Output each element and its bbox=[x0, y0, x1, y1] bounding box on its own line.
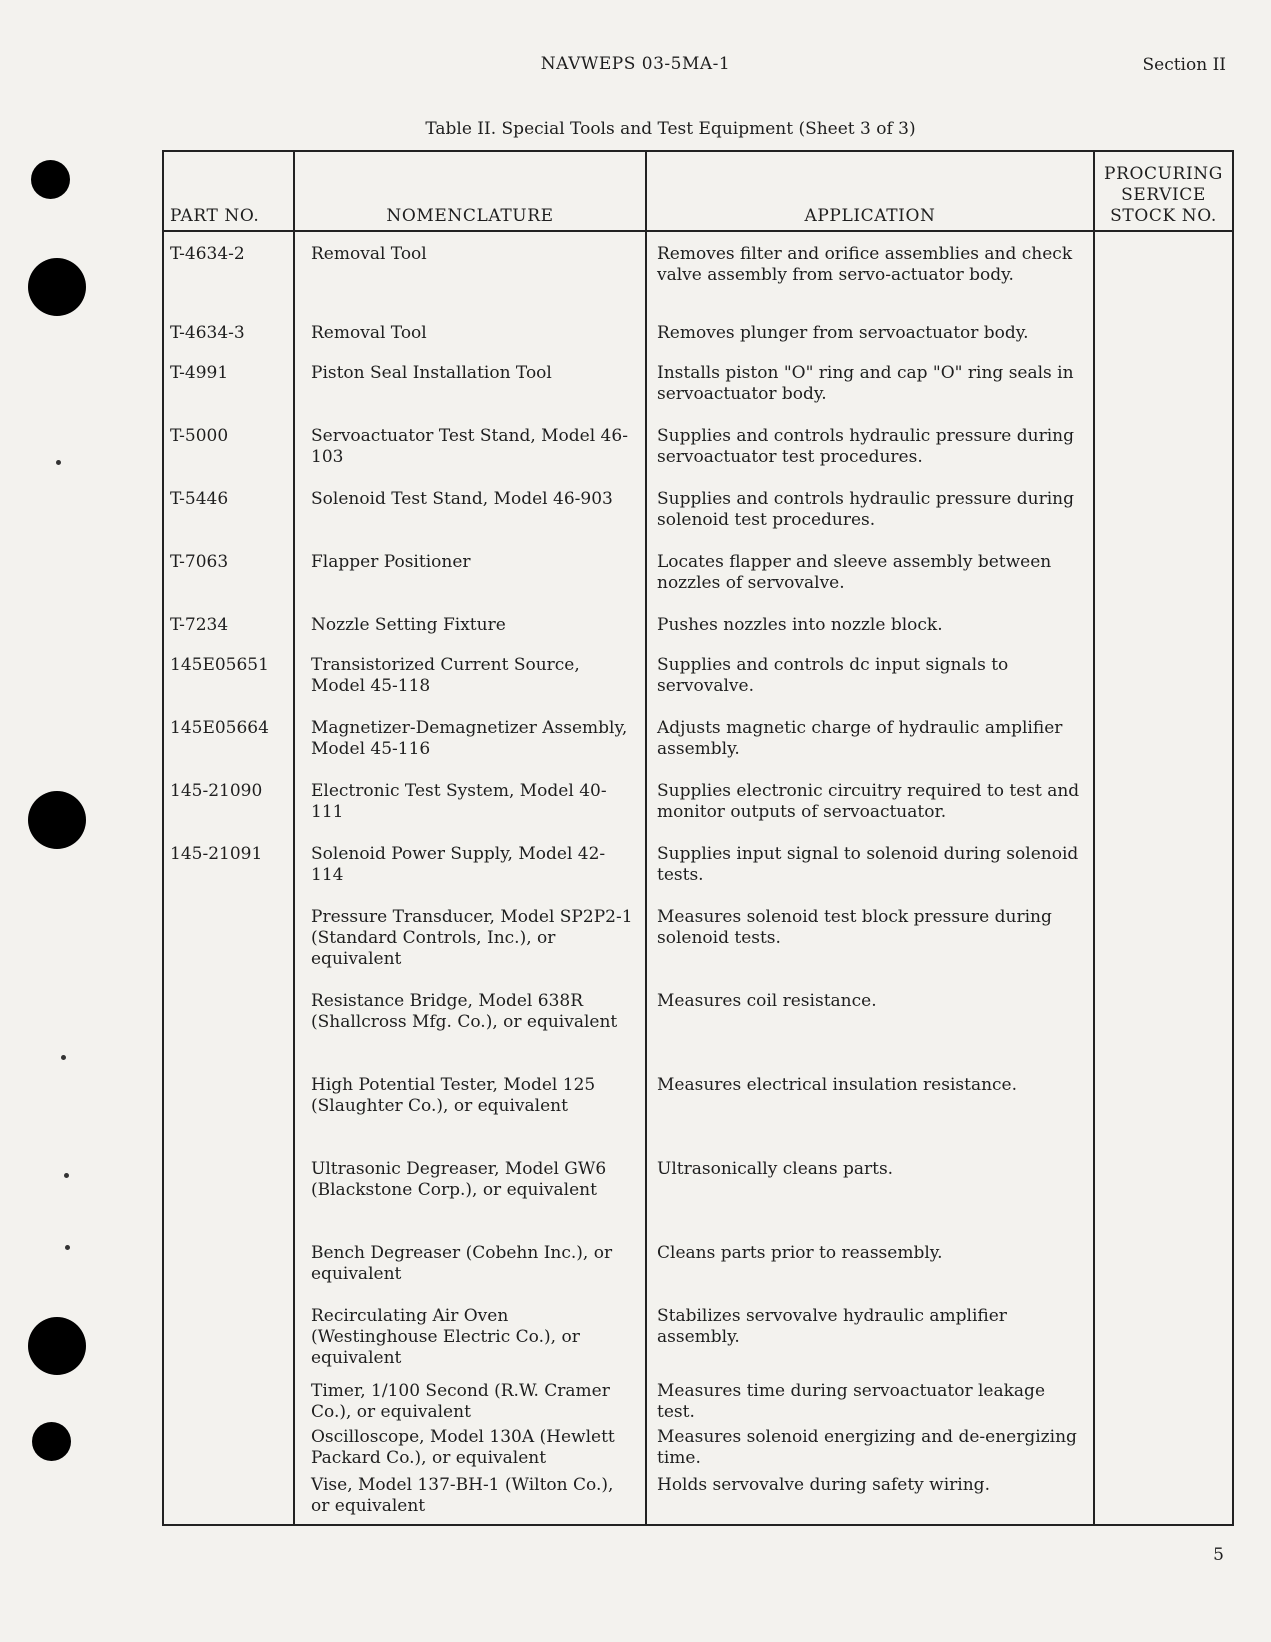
application-cell: Removes plunger from servoactuator body. bbox=[646, 311, 1094, 351]
part-no-cell: 145E05664 bbox=[163, 706, 294, 769]
application-cell: Stabilizes servovalve hydraulic amplifier assembly. bbox=[646, 1294, 1094, 1369]
stock-no-cell bbox=[1094, 769, 1233, 832]
nomenclature-cell: Solenoid Test Stand, Model 46-903 bbox=[294, 477, 646, 540]
nomenclature-cell: Solenoid Power Supply, Model 42-114 bbox=[294, 832, 646, 895]
table-row bbox=[163, 540, 1233, 603]
table-row bbox=[163, 1147, 1233, 1231]
part-no-cell: T-7234 bbox=[163, 603, 294, 643]
application-cell: Installs piston "O" ring and cap "O" ring seals in servoactuator body. bbox=[646, 351, 1094, 414]
scan-mark bbox=[65, 1245, 70, 1250]
table-row bbox=[163, 769, 1233, 832]
nomenclature-cell: Recirculating Air Oven (Westinghouse Electric Co.), or equivalent bbox=[294, 1294, 646, 1369]
part-no-cell: T-7063 bbox=[163, 540, 294, 603]
column-header-application: APPLICATION bbox=[646, 151, 1094, 231]
part-no-cell bbox=[163, 1471, 294, 1525]
stock-no-cell bbox=[1094, 1294, 1233, 1369]
table-row bbox=[163, 231, 1233, 311]
nomenclature-cell: Electronic Test System, Model 40-111 bbox=[294, 769, 646, 832]
nomenclature-cell: Vise, Model 137-BH-1 (Wilton Co.), or equivalent bbox=[294, 1471, 646, 1525]
table-row bbox=[163, 895, 1233, 979]
application-cell: Ultrasonically cleans parts. bbox=[646, 1147, 1094, 1231]
scan-mark bbox=[64, 1173, 69, 1178]
stock-no-cell bbox=[1094, 1369, 1233, 1423]
binder-hole bbox=[31, 160, 70, 199]
application-cell: Measures coil resistance. bbox=[646, 979, 1094, 1063]
column-header-part-no: PART NO. bbox=[163, 151, 294, 231]
stock-no-cell bbox=[1094, 477, 1233, 540]
nomenclature-cell: Pressure Transducer, Model SP2P2-1 (Standard Controls, Inc.), or equivalent bbox=[294, 895, 646, 979]
table-row bbox=[163, 1063, 1233, 1147]
part-no-cell: T-4991 bbox=[163, 351, 294, 414]
part-no-cell bbox=[163, 979, 294, 1063]
nomenclature-cell: Removal Tool bbox=[294, 311, 646, 351]
nomenclature-cell: High Potential Tester, Model 125 (Slaughter Co.), or equivalent bbox=[294, 1063, 646, 1147]
table-row bbox=[163, 414, 1233, 477]
stock-no-cell bbox=[1094, 540, 1233, 603]
nomenclature-cell: Servoactuator Test Stand, Model 46-103 bbox=[294, 414, 646, 477]
application-cell: Supplies electronic circuitry required to test and monitor outputs of servoactuator. bbox=[646, 769, 1094, 832]
stock-no-cell bbox=[1094, 603, 1233, 643]
stock-no-cell bbox=[1094, 1147, 1233, 1231]
nomenclature-cell: Ultrasonic Degreaser, Model GW6 (Blackstone Corp.), or equivalent bbox=[294, 1147, 646, 1231]
table-row bbox=[163, 643, 1233, 706]
application-cell: Holds servovalve during safety wiring. bbox=[646, 1471, 1094, 1525]
stock-no-cell bbox=[1094, 832, 1233, 895]
part-no-cell bbox=[163, 1063, 294, 1147]
nomenclature-cell: Magnetizer-Demagnetizer Assembly, Model 45-116 bbox=[294, 706, 646, 769]
application-cell: Measures time during servoactuator leakage test. bbox=[646, 1369, 1094, 1423]
application-cell: Measures solenoid energizing and de-energizing time. bbox=[646, 1423, 1094, 1471]
nomenclature-cell: Bench Degreaser (Cobehn Inc.), or equivalent bbox=[294, 1231, 646, 1294]
application-cell: Supplies and controls hydraulic pressure during servoactuator test procedures. bbox=[646, 414, 1094, 477]
stock-no-cell bbox=[1094, 1231, 1233, 1294]
part-no-cell bbox=[163, 895, 294, 979]
part-no-cell bbox=[163, 1423, 294, 1471]
table-row bbox=[163, 311, 1233, 351]
stock-no-cell bbox=[1094, 643, 1233, 706]
table-row bbox=[163, 477, 1233, 540]
part-no-cell bbox=[163, 1231, 294, 1294]
nomenclature-cell: Timer, 1/100 Second (R.W. Cramer Co.), or equivalent bbox=[294, 1369, 646, 1423]
table-title: Table II. Special Tools and Test Equipment (Sheet 3 of 3) bbox=[425, 119, 916, 139]
part-no-cell: T-4634-3 bbox=[163, 311, 294, 351]
application-cell: Locates flapper and sleeve assembly between nozzles of servovalve. bbox=[646, 540, 1094, 603]
application-cell: Measures electrical insulation resistance. bbox=[646, 1063, 1094, 1147]
section-label: Section II bbox=[1142, 55, 1226, 75]
page-number: 5 bbox=[1213, 1545, 1224, 1565]
binder-hole bbox=[28, 258, 86, 316]
binder-hole bbox=[28, 791, 86, 849]
stock-no-cell bbox=[1094, 1423, 1233, 1471]
application-cell: Supplies input signal to solenoid during solenoid tests. bbox=[646, 832, 1094, 895]
scan-mark bbox=[56, 460, 61, 465]
column-header-stock-no: PROCURING SERVICE STOCK NO. bbox=[1094, 151, 1233, 231]
scan-mark bbox=[61, 1055, 66, 1060]
nomenclature-cell: Oscilloscope, Model 130A (Hewlett Packard Co.), or equivalent bbox=[294, 1423, 646, 1471]
stock-no-cell bbox=[1094, 979, 1233, 1063]
table-row bbox=[163, 832, 1233, 895]
stock-no-cell bbox=[1094, 414, 1233, 477]
special-tools-table bbox=[162, 150, 1234, 1526]
table-row bbox=[163, 1471, 1233, 1525]
binder-hole bbox=[32, 1422, 71, 1461]
table-row bbox=[163, 1231, 1233, 1294]
application-cell: Removes filter and orifice assemblies and check valve assembly from servo-actuator body. bbox=[646, 231, 1094, 311]
table-row bbox=[163, 1369, 1233, 1423]
binder-hole bbox=[28, 1317, 86, 1375]
nomenclature-cell: Flapper Positioner bbox=[294, 540, 646, 603]
table-row bbox=[163, 1294, 1233, 1369]
stock-no-cell bbox=[1094, 706, 1233, 769]
nomenclature-cell: Removal Tool bbox=[294, 231, 646, 311]
table-row bbox=[163, 979, 1233, 1063]
part-no-cell: 145-21090 bbox=[163, 769, 294, 832]
stock-no-cell bbox=[1094, 351, 1233, 414]
part-no-cell: 145-21091 bbox=[163, 832, 294, 895]
table-row bbox=[163, 1423, 1233, 1471]
table-header-row bbox=[163, 151, 1233, 231]
document-id: NAVWEPS 03-5MA-1 bbox=[540, 54, 731, 74]
nomenclature-cell: Piston Seal Installation Tool bbox=[294, 351, 646, 414]
part-no-cell: T-5446 bbox=[163, 477, 294, 540]
part-no-cell bbox=[163, 1147, 294, 1231]
application-cell: Supplies and controls hydraulic pressure during solenoid test procedures. bbox=[646, 477, 1094, 540]
nomenclature-cell: Nozzle Setting Fixture bbox=[294, 603, 646, 643]
table-row bbox=[163, 351, 1233, 414]
stock-no-cell bbox=[1094, 231, 1233, 311]
nomenclature-cell: Transistorized Current Source, Model 45-118 bbox=[294, 643, 646, 706]
application-cell: Supplies and controls dc input signals to servovalve. bbox=[646, 643, 1094, 706]
part-no-cell bbox=[163, 1294, 294, 1369]
table-row bbox=[163, 706, 1233, 769]
part-no-cell bbox=[163, 1369, 294, 1423]
nomenclature-cell: Resistance Bridge, Model 638R (Shallcross Mfg. Co.), or equivalent bbox=[294, 979, 646, 1063]
application-cell: Measures solenoid test block pressure during solenoid tests. bbox=[646, 895, 1094, 979]
part-no-cell: 145E05651 bbox=[163, 643, 294, 706]
application-cell: Adjusts magnetic charge of hydraulic amplifier assembly. bbox=[646, 706, 1094, 769]
application-cell: Pushes nozzles into nozzle block. bbox=[646, 603, 1094, 643]
table-row bbox=[163, 603, 1233, 643]
part-no-cell: T-4634-2 bbox=[163, 231, 294, 311]
stock-no-cell bbox=[1094, 1063, 1233, 1147]
stock-no-cell bbox=[1094, 895, 1233, 979]
stock-no-cell bbox=[1094, 311, 1233, 351]
column-header-nomenclature: NOMENCLATURE bbox=[294, 151, 646, 231]
application-cell: Cleans parts prior to reassembly. bbox=[646, 1231, 1094, 1294]
part-no-cell: T-5000 bbox=[163, 414, 294, 477]
stock-no-cell bbox=[1094, 1471, 1233, 1525]
